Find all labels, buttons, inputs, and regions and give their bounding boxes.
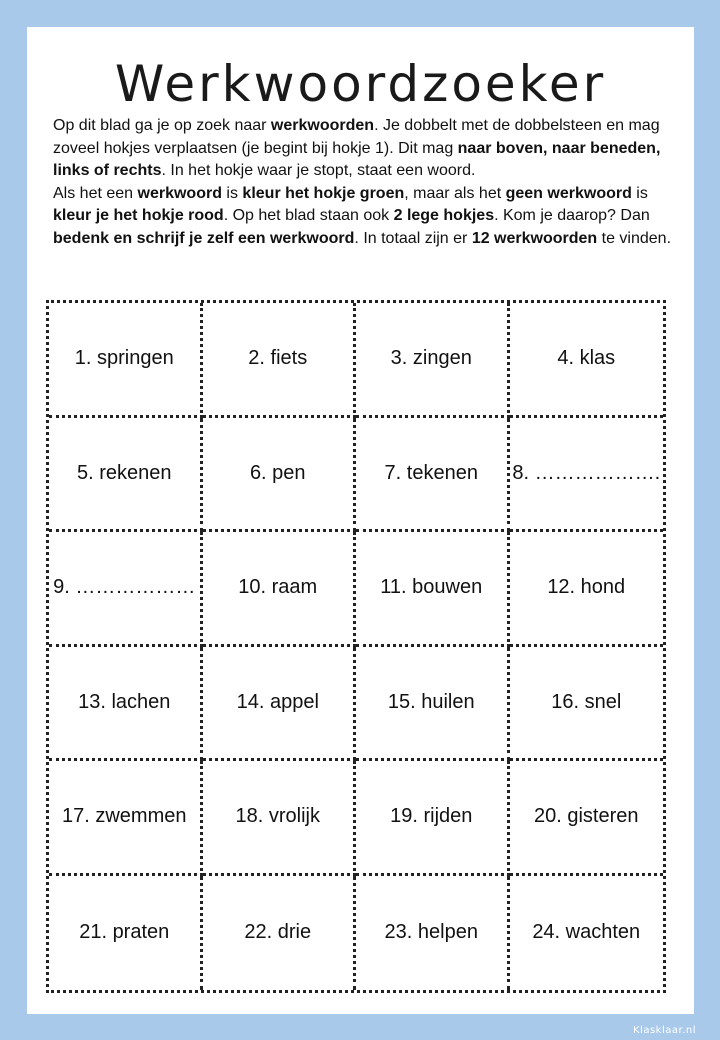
grid-cell[interactable]: 19. rijden bbox=[356, 761, 510, 876]
intro-bold: kleur je het hokje rood bbox=[53, 207, 224, 224]
intro-text: Als het een bbox=[53, 184, 138, 202]
grid-cell[interactable]: 21. praten bbox=[49, 876, 203, 991]
grid-cell[interactable]: 7. tekenen bbox=[356, 418, 510, 533]
intro-text: . In het hokje waar je stopt, staat een woord. bbox=[161, 162, 476, 179]
intro-text: . Kom je daarop? Dan bbox=[494, 207, 650, 224]
word-grid bbox=[46, 300, 666, 993]
grid-cell[interactable]: 1. springen bbox=[49, 303, 203, 418]
intro-text: . Op het blad staan ook bbox=[223, 207, 394, 224]
grid-cell[interactable]: 16. snel bbox=[510, 647, 664, 762]
grid-cell[interactable]: 17. zwemmen bbox=[49, 761, 203, 876]
worksheet bbox=[27, 27, 694, 1014]
intro-text: Op dit blad ga je op zoek naar bbox=[53, 117, 271, 134]
grid-cell[interactable]: 23. helpen bbox=[356, 876, 510, 991]
grid-cell[interactable]: 2. fiets bbox=[203, 303, 357, 418]
grid-cell[interactable]: 10. raam bbox=[203, 532, 357, 647]
site-watermark: Klasklaar.nl bbox=[633, 1025, 696, 1036]
grid-cell[interactable]: 6. pen bbox=[203, 418, 357, 533]
intro-text: . In totaal zijn er bbox=[354, 229, 472, 247]
grid-cell[interactable]: 11. bouwen bbox=[356, 532, 510, 647]
grid-cell[interactable]: 8. ………………. bbox=[510, 418, 664, 533]
grid-cell[interactable]: 24. wachten bbox=[532, 921, 641, 944]
grid-cell[interactable]: 18. vrolijk bbox=[203, 761, 357, 876]
intro-text: , maar als het bbox=[404, 184, 506, 202]
intro-text: te vinden. bbox=[597, 229, 672, 247]
intro-bold: 2 lege hokjes bbox=[393, 207, 495, 224]
intro-bold: werkwoorden bbox=[270, 117, 375, 134]
grid-cell[interactable]: 5. rekenen bbox=[49, 418, 203, 533]
grid-cell[interactable]: 13. lachen bbox=[49, 647, 203, 762]
intro-text: . Je dobbelt met de dobbelsteen en mag zoveel hokjes verplaatsen (je begint bij hokje 1). Dit mag bbox=[53, 117, 660, 157]
grid-cell[interactable]: 15. huilen bbox=[356, 647, 510, 762]
grid-cell[interactable]: 14. appel bbox=[203, 647, 357, 762]
grid-cell[interactable]: 4. klas bbox=[510, 303, 664, 418]
grid-cell[interactable]: 3. zingen bbox=[356, 303, 510, 418]
intro-bold: kleur het hokje groen bbox=[242, 184, 405, 202]
intro-bold: 12 werkwoorden bbox=[471, 229, 598, 247]
intro-bold: bedenk en schrijf je zelf een werkwoord bbox=[53, 229, 355, 247]
grid-cell[interactable]: 20. gisteren bbox=[510, 761, 664, 876]
grid-cell[interactable]: 12. hond bbox=[510, 532, 664, 647]
page-title: Werkwoordzoeker bbox=[114, 55, 607, 113]
intro-bold: werkwoord bbox=[137, 184, 222, 202]
intro-bold: geen werkwoord bbox=[505, 184, 632, 202]
grid-cell[interactable]: 22. drie bbox=[203, 876, 357, 991]
intro-text: is bbox=[631, 184, 648, 202]
intro-bold: naar boven, naar beneden, links of rechts bbox=[53, 139, 661, 179]
intro-text: is bbox=[221, 184, 243, 202]
grid-cell[interactable]: 9. ……………… bbox=[49, 532, 203, 647]
instructions bbox=[53, 115, 673, 250]
